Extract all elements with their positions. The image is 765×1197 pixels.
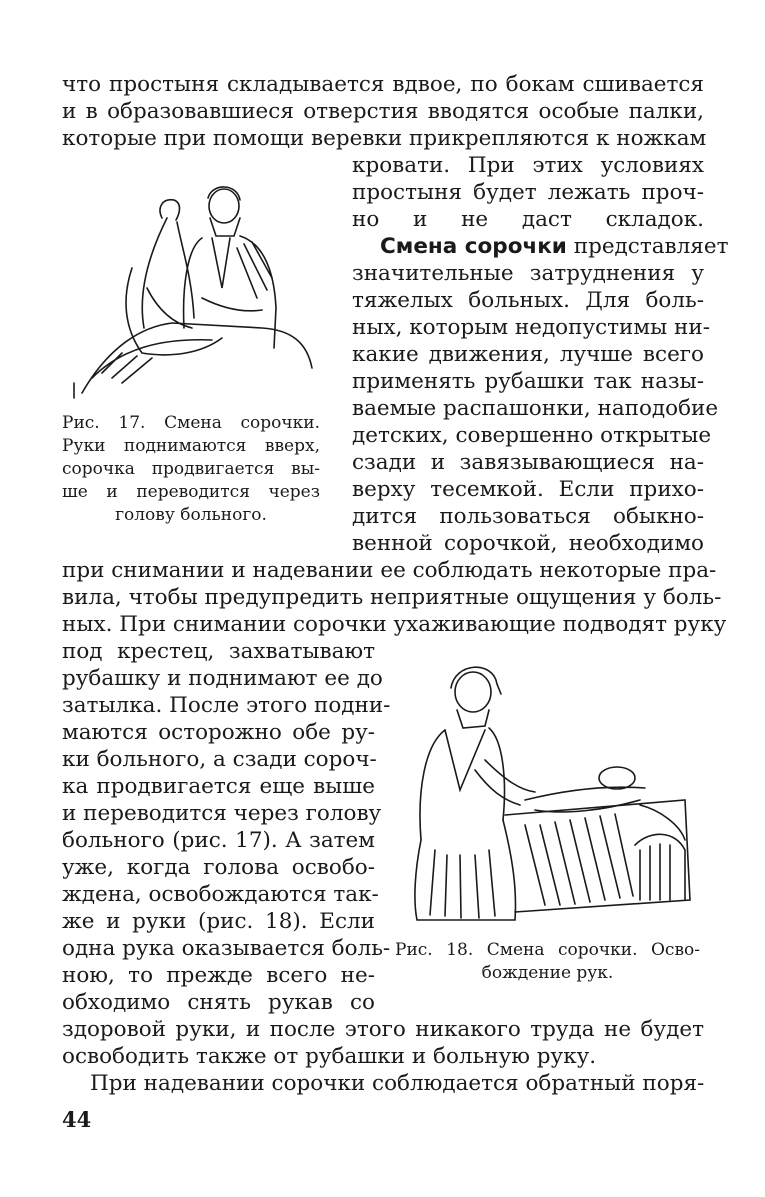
text-line: сзади и завязывающиеся на- <box>352 450 704 475</box>
text-line: что простыня складывается вдвое, по бокам сшивается <box>62 72 704 97</box>
text-line: дится пользоваться обыкно- <box>352 504 704 529</box>
figure-17-caption-line: сорочка продвигается вы- <box>62 459 320 479</box>
section-heading: Смена сорочки <box>380 234 567 259</box>
text-line: детских, совершенно открытые <box>352 423 712 448</box>
figure-17-illustration <box>62 178 324 400</box>
figure-18-illustration <box>385 650 700 925</box>
text-line: ждена, освобождаются так- <box>62 882 379 907</box>
text-line: освободить также от рубашки и больную руку. <box>62 1044 597 1069</box>
section-first-line-rest: представляет <box>573 234 729 259</box>
text-line: ваемые распашонки, наподобие <box>352 396 719 421</box>
text-line: и переводится через голову <box>62 801 382 826</box>
text-line: больного (рис. 17). А затем <box>62 828 375 853</box>
text-line: и в образовавшиеся отверстия вводятся особые палки, <box>62 99 704 124</box>
text-line: При надевании сорочки соблюдается обратный поря- <box>90 1071 705 1096</box>
text-line: которые при помощи веревки прикрепляются к ножкам <box>62 126 707 151</box>
text-line: ною, то прежде всего не- <box>62 963 375 988</box>
text-line: обходимо снять рукав со <box>62 990 375 1015</box>
text-line: простыня будет лежать проч- <box>352 180 704 205</box>
text-line: маются осторожно обе ру- <box>62 720 375 745</box>
figure-17-caption-line: ше и переводится через <box>62 482 320 502</box>
text-line: ных, которым недопустимы ни- <box>352 315 710 340</box>
section-first-line <box>380 234 729 260</box>
text-line: рубашку и поднимают ее до <box>62 666 383 691</box>
text-line: при снимании и надевании ее соблюдать некоторые пра- <box>62 558 717 583</box>
text-line: тяжелых больных. Для боль- <box>352 288 704 313</box>
text-line: здоровой руки, и после этого никакого труда не будет <box>62 1017 704 1042</box>
figure-17-caption-line: Рис. 17. Смена сорочки. <box>62 413 320 433</box>
figure-17-caption-line: голову больного. <box>115 505 267 525</box>
text-line: венной сорочкой, необходимо <box>352 531 704 556</box>
text-line: ка продвигается еще выше <box>62 774 375 799</box>
text-line: но и не даст складок. <box>352 207 704 232</box>
figure-18-caption-line: бождение рук. <box>481 963 614 983</box>
figure-17-caption-line: Руки поднимаются вверх, <box>62 436 320 456</box>
figure-18-caption-line: Рис. 18. Смена сорочки. Осво- <box>395 940 700 960</box>
text-line: какие движения, лучше всего <box>352 342 704 367</box>
text-line: уже, когда голова освобо- <box>62 855 375 880</box>
text-line: же и руки (рис. 18). Если <box>62 909 375 934</box>
text-line: под крестец, захватывают <box>62 639 375 664</box>
text-line: кровати. При этих условиях <box>352 153 704 178</box>
text-line: одна рука оказывается боль- <box>62 936 391 961</box>
text-line: значительные затруднения у <box>352 261 704 286</box>
text-line: верху тесемкой. Если прихо- <box>352 477 704 502</box>
page-number: 44 <box>62 1107 92 1132</box>
text-line: применять рубашки так назы- <box>352 369 704 394</box>
text-line: затылка. После этого подни- <box>62 693 391 718</box>
text-line: ки больного, а сзади сороч- <box>62 747 377 772</box>
text-line: ных. При снимании сорочки ухаживающие подводят руку <box>62 612 727 637</box>
text-line: вила, чтобы предупредить неприятные ощущения у боль- <box>62 585 722 610</box>
